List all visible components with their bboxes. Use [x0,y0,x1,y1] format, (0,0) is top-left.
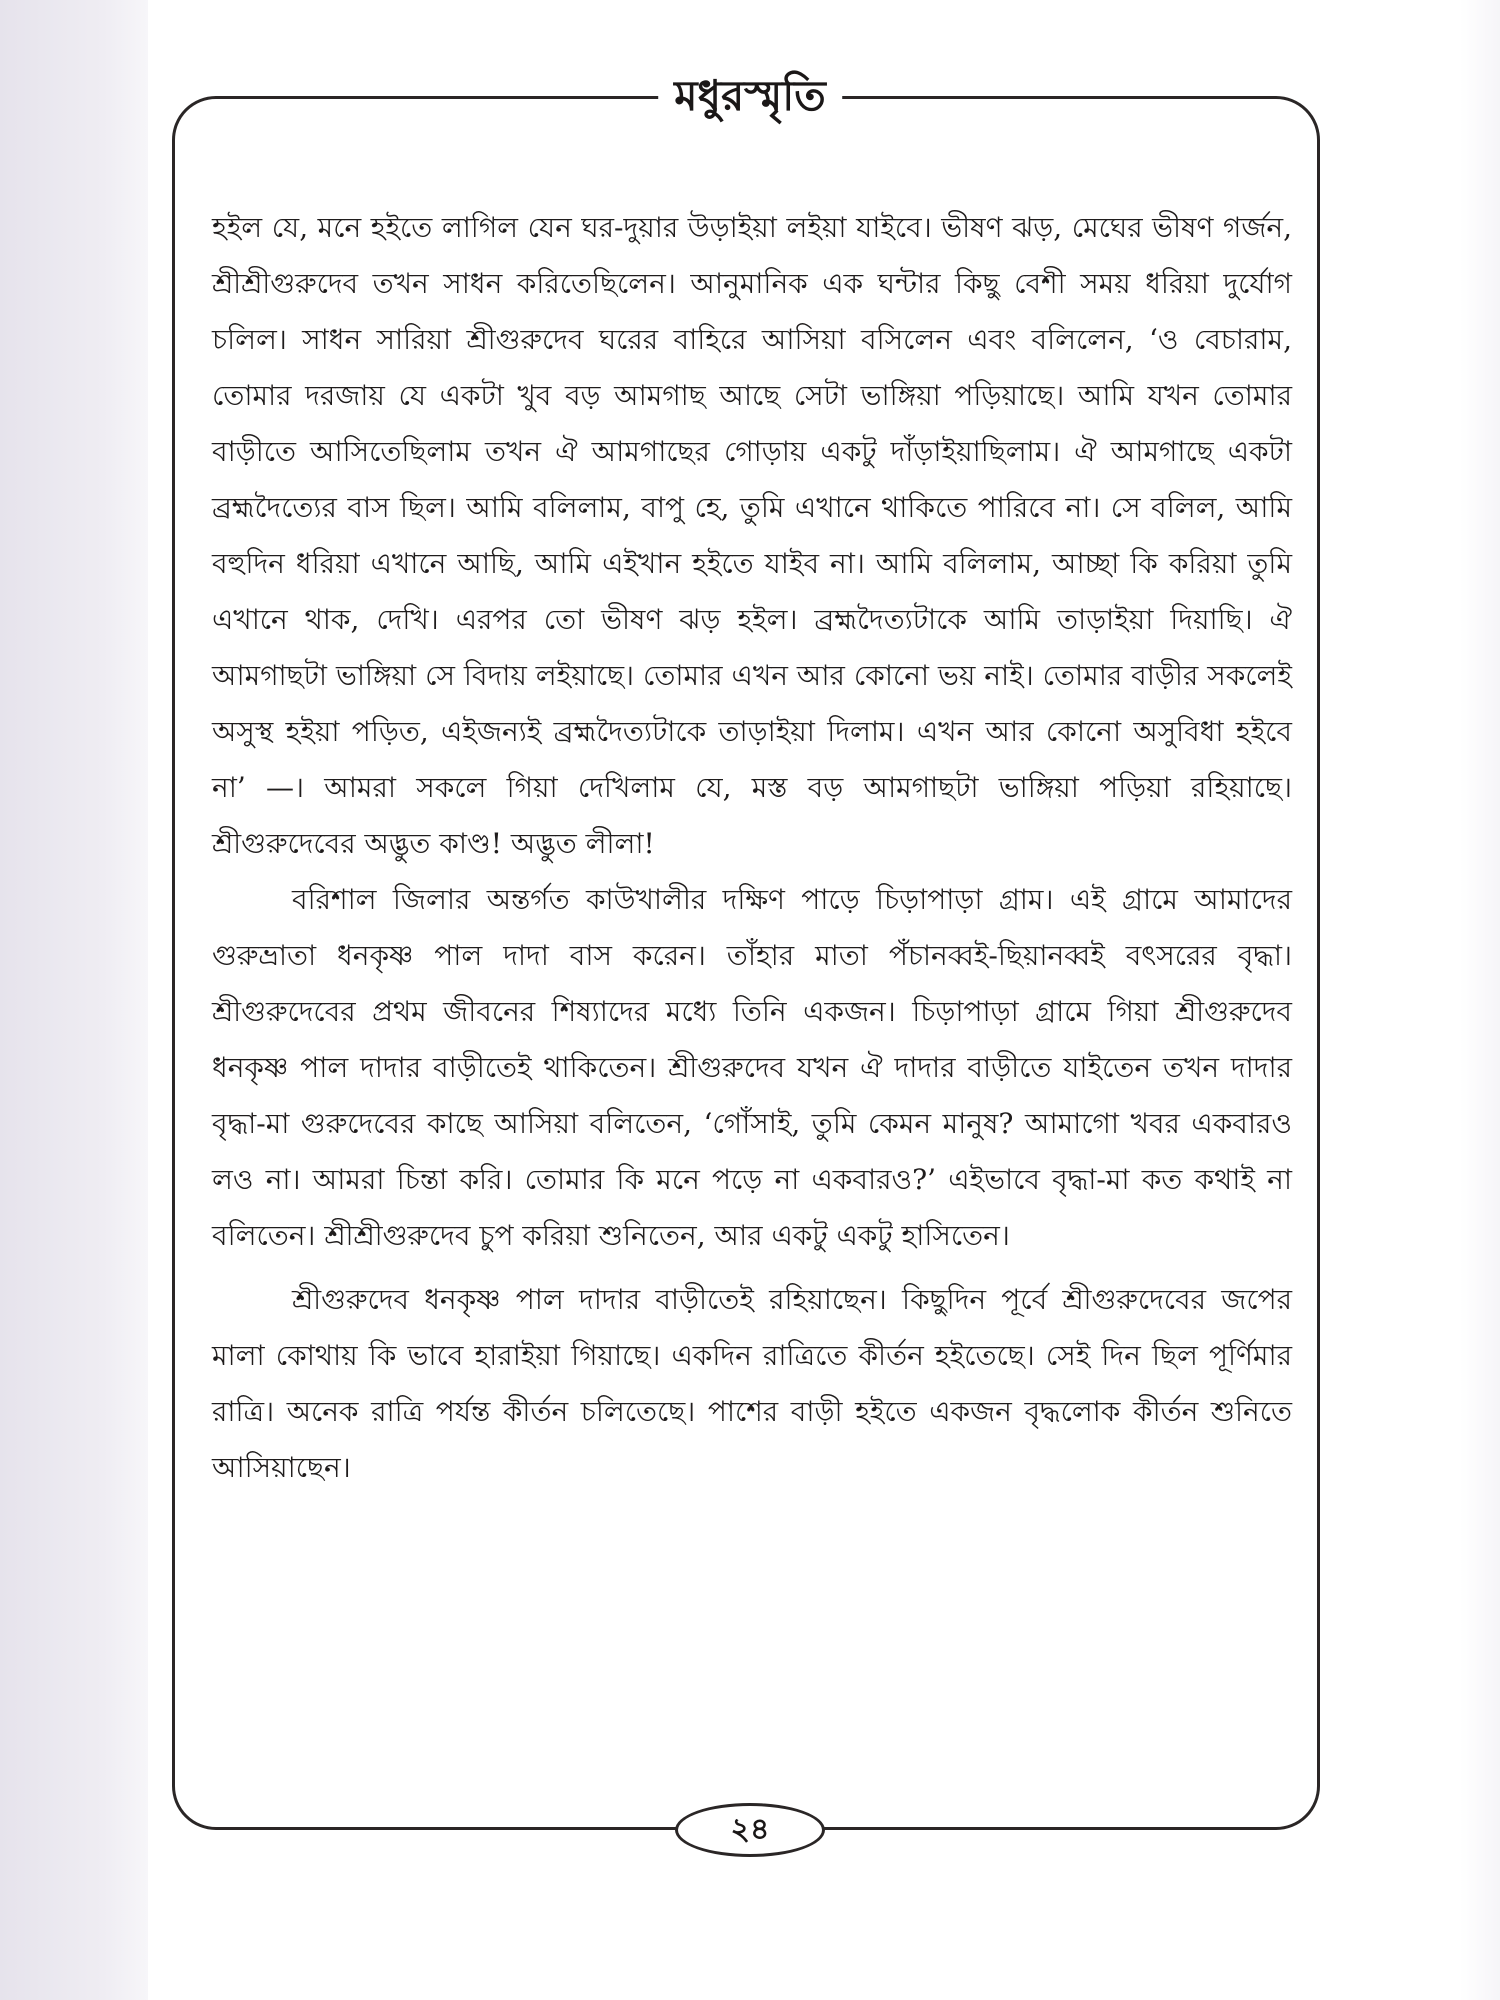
paragraph-3: শ্রীগুরুদেব ধনকৃষ্ণ পাল দাদার বাড়ীতেই রহিয়াছেন। কিছুদিন পূর্বে শ্রীগুরুদেবের জপের মালা কোথায় কি ভাবে হারাইয়া গিয়াছে। একদিন রাত্রিতে কীর্তন হইতেছে। সেই দিন ছিল পূর্ণিমার রাত্রি। অনেক রাত্রি পর্যন্ত কীর্তন চলিতেছে। পাশের বাড়ী হইতে একজন বৃদ্ধলোক কীর্তন শুনিতে আসিয়াছেন। [212,1283,1292,1484]
running-header-title: মধুরস্মৃতি [658,66,842,126]
paragraph-1: হইল যে, মনে হইতে লাগিল যেন ঘর-দুয়ার উড়াইয়া লইয়া যাইবে। ভীষণ ঝড়, মেঘের ভীষণ গর্জন, শ্রীশ্রীগুরুদেব তখন সাধন করিতেছিলেন। আনুমানিক এক ঘন্টার কিছু বেশী সময় ধরিয়া দুর্যোগ চলিল। সাধন সারিয়া শ্রীগুরুদেব ঘরের বাহিরে আসিয়া বসিলেন এবং বলিলেন, ‘ও বেচারাম, তোমার দরজায় যে একটা খুব বড় আমগাছ আছে সেটা ভাঙ্গিয়া পড়িয়াছে। আমি যখন তোমার বাড়ীতে আসিতেছিলাম তখন ঐ আমগাছের গোড়ায় একটু দাঁড়াইয়াছিলাম। ঐ আমগাছে একটা ব্রহ্মদৈত্যের বাস ছিল। আমি বলিলাম, বাপু হে, তুমি এখানে থাকিতে পারিবে না। সে বলিল, আমি বহুদিন ধরিয়া এখানে আছি, আমি এইখান হইতে যাইব না। আমি বলিলাম, আচ্ছা কি করিয়া তুমি এখানে থাক, দেখি। এরপর তো ভীষণ ঝড় হইল। ব্রহ্মদৈত্যটাকে আমি তাড়াইয়া দিয়াছি। ঐ আমগাছটা ভাঙ্গিয়া সে বিদায় লইয়াছে। তোমার এখন আর কোনো ভয় নাই। তোমার বাড়ীর সকলেই অসুস্থ হইয়া পড়িত, এইজন্যই ব্রহ্মদৈত্যটাকে তাড়াইয়া দিলাম। এখন আর কোনো অসুবিধা হইবে না’ —। আমরা সকলে গিয়া দেখিলাম যে, মস্ত বড় আমগাছটা ভাঙ্গিয়া পড়িয়া রহিয়াছে। শ্রীগুরুদেবের অদ্ভুত কাণ্ড! অদ্ভুত লীলা! [212,211,1292,860]
page-number: ২৪ [675,1803,825,1857]
page-body-text [212,200,1292,1496]
paragraph-2: বরিশাল জিলার অন্তর্গত কাউখালীর দক্ষিণ পাড়ে চিড়াপাড়া গ্রাম। এই গ্রামে আমাদের গুরুভ্রাতা ধনকৃষ্ণ পাল দাদা বাস করেন। তাঁহার মাতা পঁচানব্বই-ছিয়ানব্বই বৎসরের বৃদ্ধা। শ্রীগুরুদেবের প্রথম জীবনের শিষ্যাদের মধ্যে তিনি একজন। চিড়াপাড়া গ্রামে গিয়া শ্রীগুরুদেব ধনকৃষ্ণ পাল দাদার বাড়ীতেই থাকিতেন। শ্রীগুরুদেব যখন ঐ দাদার বাড়ীতে যাইতেন তখন দাদার বৃদ্ধা-মা গুরুদেবের কাছে আসিয়া বলিতেন, ‘গোঁসাই, তুমি কেমন মানুষ? আমাগো খবর একবারও লও না। আমরা চিন্তা করি। তোমার কি মনে পড়ে না একবারও?’ এইভাবে বৃদ্ধা-মা কত কথাই না বলিতেন। শ্রীশ্রীগুরুদেব চুপ করিয়া শুনিতেন, আর একটু একটু হাসিতেন। [212,883,1292,1252]
page-edge-right [1460,0,1500,2000]
page-edge-shadow [0,0,148,2000]
